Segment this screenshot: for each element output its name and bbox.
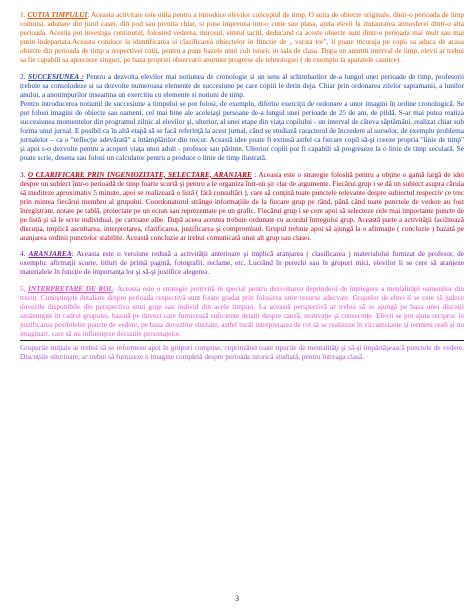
section-text: Pentru a dezvolta elevilor mai notiunea de cronologie si un sens al schimbarilor de-a lungul unei perioade de timp, profesorii trebuie sa consolodeze si sa dezvolte numeroasa elemente de succesiune pe care copiii le detin deja. Chiar prin ordonarea zilelor saptamanii, a lunilor anului, a anotimpurilor inseamna un exercitiu cu elemente si notiuni de timp. xyxy=(20,71,465,99)
section-aranjarea xyxy=(20,249,464,276)
closing-paragraph: Grupurile iniţiale ar trebui să se reformeze apoi în grupuri compuse, cuprinzând toate tipurile de mentalităţi şi să-şi împărtăşească punctele de vedere. Discuţiile ulterioare, ar trebui să furnizeze o imagine completă despre perioada istorică studiată, pentru întreaga clasă. xyxy=(20,343,464,362)
section-clarificare xyxy=(20,170,464,243)
section-number: 5. xyxy=(20,283,26,293)
section-number: 4. xyxy=(20,249,26,259)
section-text: : Aceasta activitate este utila pentru a introduce elevilor conceptul de timp. O suita de obiecte originale, dintr-o perioada de timp comuna, adunate din jurul casei, din pod sau pivnita chiar, si puse impreuna intr-o cutie sau plasa, ajuta elevii la instaurarea atmosferei dintr-o alta perioada. Acestia pot investiga continutul, folosind vederea, mirosul, simtul tactil, deducand ca aceste obiecte sunt dintr-o perioada mai mult sau mai putin indepartata.Aceasta conduce la identificarea si clasificarea obiectelor in functie de „ varsta lor”, ii poate incuraja pe copii sa aduca de acasa obiecte din perioada de timp a respectivei cutii, pentru a pune bazele unui colt istoric in sala de clasa. Dupa un anumit interval de timp, elevii ar trebui sa fie capabili sa aprecieze singuri, pe baza propriei observatii anumite progrese ale tehnologiei ( de exemplu la aparatele casnice) . xyxy=(20,10,464,65)
section-text: : Aceasta este o strategie folosită pentru a obţine o gamă largă de idei despre un subiect într-o perioadă de timp foarte scurtă şi pentru a le organiza într-un şir clar de argumente. Fiecărui grup i se dă un subiect asupra căruia să mediteze aproximativ 5 minute, apoi se realizează o listă ( fără consultări ), care să conţină toate punctele relevante despre subiectul respectiv ce trec prin mintea fiecărui membru al grupului. Coordonatorul strânge informaţiile de la fiecare grup pe rând, până când toate punctele de vedere au fost înregistrate, notate pe tablă, proiectate pe un ecran sau reprezentate pe un grafic. Fiecărui grup i se cere apoi să selecteze cele mai importante puncte de pe listă şi să le scrie individual, pe cartoane albe. După aceea acestea trebuie ordonate cu acordul întregului grup. Această parte a activităţii facilitează discuţia, implică ascultarea, interpretarea, clarificarea, justificarea şi compromisul. Grupul trebuie apoi să ajungă la o afirmaţie ( concluzie ) bazată pe aranjarea ordinii punctelor stabilite. Această concluzie ar trebui comunicată unui alt grup sau clasei. xyxy=(20,169,465,243)
section-number: 3. xyxy=(20,169,26,179)
section-heading: SUCCESIUNEA : xyxy=(28,71,84,81)
section-succesiunea xyxy=(20,72,464,163)
section-heading: CUTIA TIMPULUI xyxy=(27,10,88,19)
section-paragraph xyxy=(20,170,464,243)
section-paragraph: Pentru introducerea notiunii de succesiune a timpului se pot folosi, de exemplu, diferite exerciţii de ordonare a unor imagini în ordine cronologică. Se pot folosi imagini de obiecte sau oameni, cel mai bine ale aceleiaşi persoane de-a lungul unei perioade de 25 de ani, de pildă. S-ar mai putea realiza succesiunea momentelor din programul zilnic al elevilor şi, ulterior, al unei etape din viaţa copilului - un interval de câteva săptămâni, realizat chiar sub forma unui jurnal. E posibil ca în altă etapă să se facă referinţă la acest jurnal, când se studiază caracterul de încredere al surselor, de exemplu problema jurnalelor – ca o "reflecţie adevărată" a întâmplărilor din trecut. Această idee poate fi extinsă astfel ca fiecare copil să-şi creeze propria "linie de timp" şi apoi s-o dezvolte pentru a acoperi viaţa unui adult - profesor sau părinte. Ulterior copiii pot fi capabili să progreseze la o linie de timp seculară. Se poate scrie, desena sau folosi un calculator pentru a produce o linie de timp ilustrată. xyxy=(20,98,464,163)
section-interpretare-de-rol xyxy=(20,284,464,339)
section-heading: INTERPRETARE DE ROL xyxy=(28,283,113,293)
section-paragraph xyxy=(20,284,464,339)
section-text: : Aceasta este o versiune redusă a activităţii anterioare şi implică aranjarea ( clasificarea ) materialului furnizat de profesor, de exemplu: afirmaţii scurte, titluri de primă pagină, fotografii, reclame, etc. Lucrând în perechi sau în grupuri mici, elevilor li se cere să aranjeze materialele în funcţie de importanţa lor şi să-şi justifice alegerea. xyxy=(20,249,464,277)
section-number: 1. xyxy=(20,10,26,19)
section-heading: O CLARIFICARE PRIN INGENIOZITATE, SELECTARE, ARANJARE xyxy=(27,169,252,179)
section-paragraph xyxy=(20,249,464,276)
horizontal-divider xyxy=(20,340,464,341)
section-number: 2. xyxy=(20,71,26,81)
section-paragraph xyxy=(20,72,464,99)
closing-section xyxy=(20,343,464,361)
section-paragraph xyxy=(20,10,464,65)
page-number: 3 xyxy=(235,594,239,603)
document-body xyxy=(20,10,464,361)
section-heading: ARANJAREA xyxy=(28,249,72,259)
section-text: : Aceasta este o strategie potrivită în special pentru dezvoltarea deprinderii de înţelegere a mentalităţii oamenilor din trecut. Cunoştinţele detaliate despre perioada respectivă sunt fixate gradat prin folosirea unor resurse adecvate. Grupelor de elevi li se cere să judece dovezile disponibile din perspectiva unui grup sau individ din acele timpuri. La această perspectivă ar trebui să se ajungă pe baza unei discuţii amănunţite în cadrul grupului, bazată pe dovezi care furnizează suficiente detalii despre cauză, motivaţie şi consecinţe. Elevii se pot ajuta reciproc în justificarea posibilelor puncte de vedere, pe baza dovezilor studiate, astfel încât interpretarea de rol să se realizeze în circumstanţe şi termeni reali şi nu imaginari, care să nu influenţeze deciziile personajelor. xyxy=(20,283,465,338)
section-cutia-timpului xyxy=(20,10,464,65)
